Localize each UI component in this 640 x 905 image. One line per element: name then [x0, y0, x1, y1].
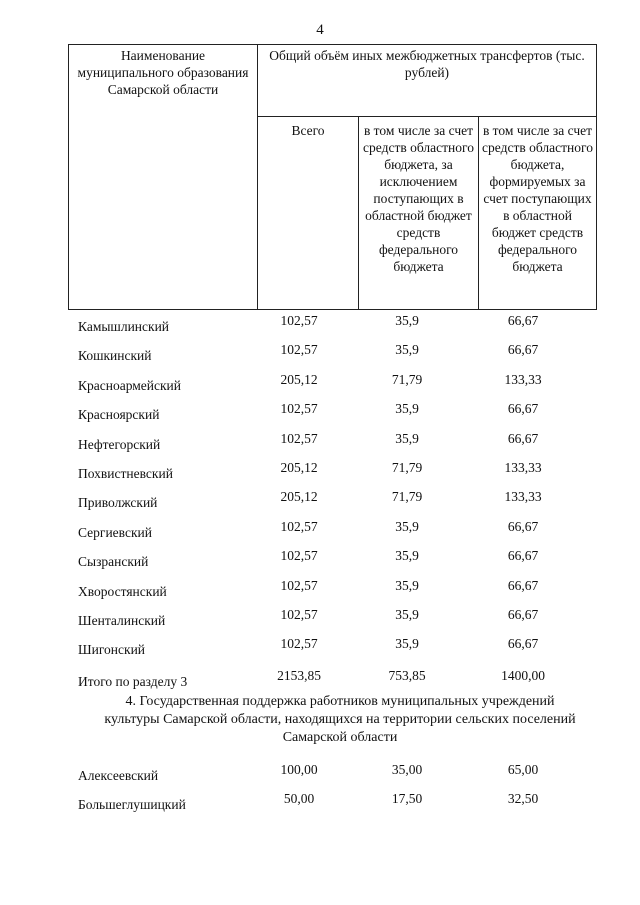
row-name: Красноармейский — [78, 377, 182, 393]
row-total: 205,12 — [280, 489, 318, 505]
total-label: Итого по разделу 3 — [78, 673, 188, 689]
row-regional: 35,9 — [395, 548, 419, 564]
row-federal: 66,67 — [507, 577, 539, 593]
row-federal: 66,67 — [507, 401, 539, 417]
row-name: Алексеевский — [78, 768, 159, 783]
header-total-column: Всего — [258, 117, 359, 310]
row-total: 102,57 — [280, 548, 318, 564]
row-regional: 35,9 — [395, 313, 419, 328]
row-federal: 66,67 — [507, 606, 539, 622]
row-total: 102,57 — [280, 577, 318, 593]
row-total: 102,57 — [280, 606, 318, 622]
row-name: Сызранский — [78, 554, 149, 570]
row-regional: 71,79 — [391, 371, 423, 387]
row-regional: 35,9 — [395, 401, 419, 417]
header-name-column: Наименование муниципального образования Самарской области — [69, 45, 258, 310]
row-name: Большеглушицкий — [78, 797, 186, 812]
row-regional: 17,50 — [391, 791, 423, 806]
row-total: 100,00 — [280, 762, 318, 777]
header-federal-column: в том числе за счет средств областного бюджета, формируемых за счет поступающих в областной бюджет средств федерального бюджета — [479, 117, 597, 310]
section4-rows — [0, 762, 640, 820]
row-regional: 35,9 — [395, 518, 419, 534]
row-total: 102,57 — [280, 401, 318, 417]
row-federal: 65,00 — [507, 762, 539, 777]
table-row — [0, 791, 640, 820]
table-header — [68, 44, 597, 310]
table-row — [0, 548, 640, 577]
table-row — [0, 607, 640, 636]
header-regional-column: в том числе за счет средств областного бюджета, за исключением поступающих в областной бюджет средств федерального бюджета — [359, 117, 479, 310]
row-regional: 35,9 — [395, 577, 419, 593]
row-regional: 35,9 — [395, 606, 419, 622]
table-row — [0, 578, 640, 607]
row-name: Кошкинский — [78, 348, 152, 364]
row-name: Шигонский — [78, 642, 146, 658]
row-federal: 133,33 — [504, 489, 542, 505]
row-regional: 35,9 — [395, 636, 419, 652]
row-total: 205,12 — [280, 371, 318, 387]
row-federal: 133,33 — [504, 459, 542, 475]
row-federal: 32,50 — [507, 791, 539, 806]
row-name: Нефтегорский — [78, 436, 161, 452]
row-total: 102,57 — [280, 313, 318, 328]
page-number: 4 — [316, 22, 324, 38]
row-total: 50,00 — [283, 791, 315, 806]
total-sum: 2153,85 — [277, 667, 321, 683]
row-total: 102,57 — [280, 636, 318, 652]
row-federal: 66,67 — [507, 313, 539, 328]
table-row — [0, 636, 640, 665]
row-name: Хворостянский — [78, 583, 167, 599]
table-row — [0, 401, 640, 430]
table-row — [0, 460, 640, 489]
total-regional: 753,85 — [388, 667, 426, 683]
row-name: Шенталинский — [78, 612, 166, 628]
row-total: 102,57 — [280, 430, 318, 446]
table-row — [0, 489, 640, 518]
row-name: Приволжский — [78, 495, 158, 511]
row-federal: 66,67 — [507, 518, 539, 534]
row-regional: 35,00 — [391, 762, 423, 777]
row-regional: 71,79 — [391, 489, 423, 505]
row-total: 102,57 — [280, 518, 318, 534]
row-regional: 71,79 — [391, 459, 423, 475]
row-federal: 66,67 — [507, 342, 539, 358]
row-regional: 35,9 — [395, 342, 419, 358]
row-federal: 66,67 — [507, 430, 539, 446]
row-federal: 66,67 — [507, 636, 539, 652]
row-name: Похвистневский — [78, 465, 173, 481]
section4-title: 4. Государственная поддержка работников муниципальных учреждений культуры Самарской области, находящихся на территории сельских поселений Самарской области — [104, 694, 576, 745]
row-total: 205,12 — [280, 459, 318, 475]
header-group-column: Общий объём иных межбюджетных трансфертов (тыс. рублей) — [258, 45, 597, 117]
table-row — [0, 372, 640, 401]
total-federal: 1400,00 — [501, 667, 545, 683]
table-row — [0, 342, 640, 371]
table-row — [0, 313, 640, 342]
row-name: Камышлинский — [78, 319, 170, 334]
row-name: Красноярский — [78, 407, 160, 423]
row-federal: 66,67 — [507, 548, 539, 564]
row-regional: 35,9 — [395, 430, 419, 446]
table-row — [0, 762, 640, 791]
row-name: Сергиевский — [78, 524, 152, 540]
table-row — [0, 519, 640, 548]
section3-rows — [0, 313, 640, 698]
row-federal: 133,33 — [504, 371, 542, 387]
row-total: 102,57 — [280, 342, 318, 358]
table-row — [0, 431, 640, 460]
